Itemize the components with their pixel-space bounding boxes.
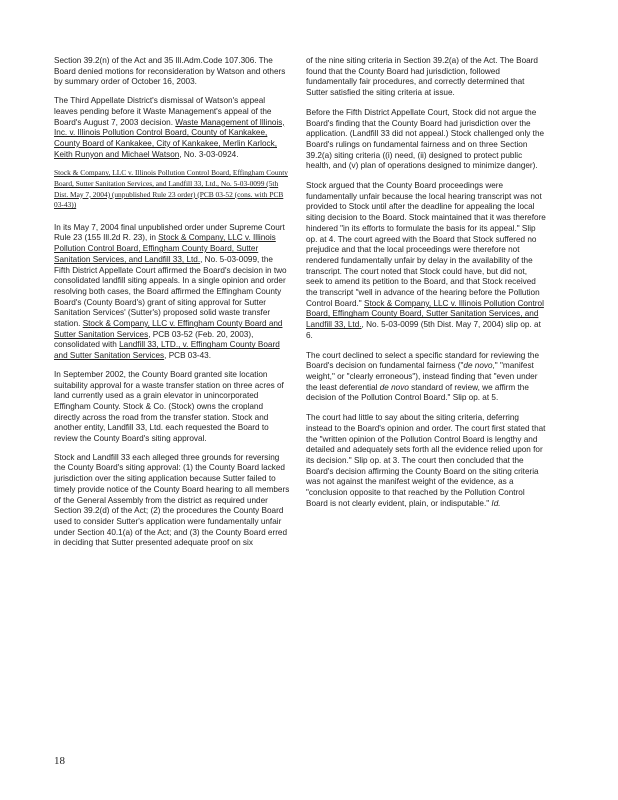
paragraph-reconsideration: Section 39.2(n) of the Act and 35 Ill.Adm.Code 107.306. The Board denied motions for reconsideration by Watson and others by summary order of October 16, 2003. bbox=[54, 56, 286, 87]
text-run: The court had little to say about the siting criteria, deferring instead to the Board's opinion and order. The court first stated that the "written opinion of the Pollution Control Board is lengthy and detailed and adequately sets forth all the evidence relied upon for its decision." Slip op. at 3. The court then concluded that the Board's decision affirming the County Board on the siting criteria was not against the manifest weight of the evidence, as a "conclusion opposite to that reached by the Pollution Control Board is not clearly evident, plain, or indisputable." bbox=[306, 413, 546, 508]
case-citation: Stock & Company, LLC v. Illinois Pollution Control Board, Effingham County Board, Sutter Sanitation Services, and Landfill 33, Ltd. bbox=[306, 298, 544, 330]
case-citation: Waste Management of Illinois, Inc. v. Illinois Pollution Control Board, County of Kankakee, County Board of Kankakee, City of Kankakee, Merlin Karlock, Keith Runyon and Michael Watson bbox=[54, 117, 285, 159]
text-run: The Third Appellate District's dismissal of Watson's appeal leaves pending before it Waste Management's appeal of the Board's August 7, 2003 decision. bbox=[54, 96, 272, 127]
text-run: , PCB 03-43. bbox=[164, 351, 212, 361]
text-run: , No. 3-03-0924. bbox=[179, 149, 239, 159]
text-run: ," "manifest weight," or "clearly erroneous"), instead finding that "even under the least deferential bbox=[306, 361, 538, 392]
case-caption-stock: Stock & Company, LLC v. Illinois Pollution Control Board, Effingham County Board, Sutter Sanitation Services, and Landfill 33, Ltd., No. 5-03-0099 (5th Dist. May 7, 2004) (unpublished Rule 23 order) (PCB 03-52 (cons. with PCB 03-43)) bbox=[54, 168, 288, 210]
paragraph-grounds-for-reversal: Stock and Landfill 33 each alleged three grounds for reversing the County Board's siting approval: (1) the County Board lacked jurisdiction over the siting application because Sutter failed to timely provide notice of the County Board hearing to all members of the General Assembly from the district as required under Section 39.2(d) of the Act; (2) the procedures the County Board used to consider Sutter's application were fundamentally unfair under Section 40.1(a) of the Act; and (3) the County Board erred in deciding that Sutter presented adequate proof on six bbox=[54, 452, 290, 548]
text-run: standard of review, we affirm the decision of the Pollution Control Board." Slip op. at 5. bbox=[306, 382, 529, 403]
paragraph-siting-criteria: of the nine siting criteria in Section 39.2(a) of the Act. The Board found that the County Board had jurisdiction, followed fundamentally fair procedures, and correctly determined that Sutter satisfied the siting criteria at issue. bbox=[306, 56, 538, 98]
paragraph-rule-23-order bbox=[54, 223, 290, 362]
paragraph-transcript-argument bbox=[306, 181, 546, 342]
case-citation: Stock & Company, LLC v. Effingham County Board and Sutter Sanitation Services bbox=[54, 319, 283, 339]
text-run: , No. 5-03-0099 (5th Dist. May 7, 2004) slip op. at 6. bbox=[306, 320, 541, 340]
text-run: The court declined to select a specific standard for reviewing the Board's decision on fundamental fairness (" bbox=[306, 350, 540, 371]
case-citation: Landfill 33, LTD., v. Effingham County Board and Sutter Sanitation Services bbox=[54, 340, 280, 361]
paragraph-watson-appeal bbox=[54, 96, 290, 160]
text-run: , No. 5-03-0099, the Fifth District Appellate Court affirmed the Board's decision in two consolidated landfill siting appeals. In a single opinion and order resolving both cases, the Board affirmed the Effingham County Board's (County Board's) grant of siting approval for Sutter Sanitation Services' (Sutter's) proposed solid waste transfer station. bbox=[54, 254, 287, 329]
page-number: 18 bbox=[54, 755, 65, 767]
right-column bbox=[306, 56, 546, 518]
paragraph-siting-approval: In September 2002, the County Board granted site location suitability approval for a waste transfer station on three acres of land currently used as a grain elevator in unincorporated Effingham County. Stock & Co. (Stock) owns the cropland directly across the road from the transfer station. Stock and another entity, Landfill 33, Ltd. each requested the Board to review the County Board's siting approval. bbox=[54, 369, 284, 444]
italic-term: de novo bbox=[379, 382, 409, 392]
text-run: In its May 7, 2004 final unpublished order under Supreme Court Rule 23 (155 Ill.2d R. 23), in bbox=[54, 222, 285, 243]
case-citation: Stock & Company, LLC v. Illinois Pollution Control Board, Effingham County Board, Sutter Sanitation Services, and Landfill 33, Ltd. bbox=[54, 233, 276, 264]
italic-term: Id. bbox=[491, 498, 501, 508]
paragraph-standard-of-review bbox=[306, 351, 546, 405]
text-run: Stock argued that the County Board proceedings were fundamentally unfair because the local hearing transcript was not provided to Stock until after the deadline for appealing the local siting decision to the Board. Stock maintained that it was therefore hindered "in its efforts to formulate the basis for its appeal." Slip op. at 4. The court agreed with the Board that Stock suffered no prejudice and that the local proceedings were therefore not rendered fundamentally unfair by delay in the availability of the transcript. The court noted that Stock could have, but did not, seek to amend its petition to the Board, and that Stock received the transcript "well in advance of the hearing before the Pollution Control Board." bbox=[306, 181, 546, 308]
left-column bbox=[54, 56, 290, 557]
paragraph-manifest-weight bbox=[306, 413, 546, 509]
text-run: , PCB 03-52 (Feb. 20, 2003), consolidated with bbox=[54, 329, 254, 350]
italic-term: de novo bbox=[463, 361, 493, 371]
paragraph-fifth-district: Before the Fifth District Appellate Court, Stock did not argue the Board's finding that the County Board had jurisdiction over the application. (Landfill 33 did not appeal.) Stock challenged only the Board's rulings on fundamental fairness and on three Section 39.2(a) siting criteria ((i) need, (ii) designed to protect public health, and (v) plan of operations designed to minimize danger). bbox=[306, 107, 545, 171]
